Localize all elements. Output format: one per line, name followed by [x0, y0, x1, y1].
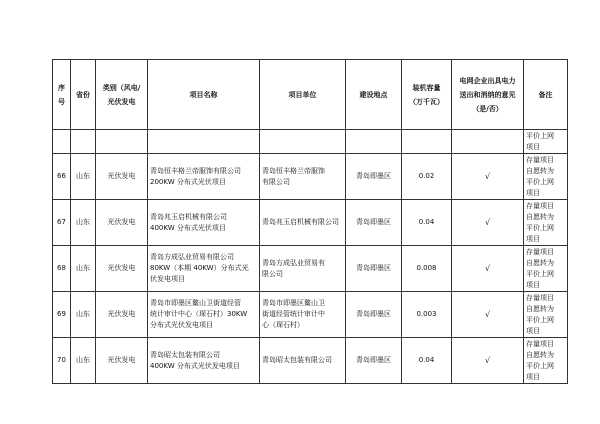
- check-mark-icon: √: [452, 154, 524, 200]
- cell-category: 光伏发电: [96, 246, 148, 292]
- cell-category: 光伏发电: [96, 292, 148, 338]
- cell-remarks: 存量项目 自愿转为 平价上网 项目: [524, 246, 568, 292]
- cell-empty: [260, 130, 346, 154]
- cell-project-unit: 青岛方成弘业贸易有 限公司: [260, 246, 346, 292]
- cell-empty: [402, 130, 452, 154]
- cell-project-unit: 青岛市即墨区鳌山卫 街道经管统计审计中 心（琛石村）: [260, 292, 346, 338]
- table-row: [53, 154, 568, 200]
- cell-province: 山东: [71, 292, 96, 338]
- cell-remarks: 存量项目 自愿转为 平价上网 项目: [524, 292, 568, 338]
- cell-project-name: 青岛昭太包装有限公司 400KW 分布式光伏发电项目: [148, 338, 260, 384]
- cell-project-name: 青岛市即墨区鳌山卫街道经管 统计审计中心（琛石村）30KW 分布式光伏发电项目: [148, 292, 260, 338]
- cell-seq: 68: [53, 246, 71, 292]
- cell-seq: 67: [53, 200, 71, 246]
- table-row: [53, 292, 568, 338]
- cell-project-name: 青岛兆玉启机械有限公司 400KW 分布式光伏项目: [148, 200, 260, 246]
- cell-project-unit: 青岛兆玉启机械有限公司: [260, 200, 346, 246]
- cell-location: 青岛即墨区: [346, 292, 402, 338]
- header-remarks: 备注: [524, 60, 568, 130]
- check-mark-icon: √: [452, 338, 524, 384]
- header-province: 省份: [71, 60, 96, 130]
- cell-remarks: 存量项目 自愿转为 平价上网 项目: [524, 338, 568, 384]
- cell-capacity: 0.003: [402, 292, 452, 338]
- cell-seq: 70: [53, 338, 71, 384]
- cell-empty: [96, 130, 148, 154]
- cell-province: 山东: [71, 200, 96, 246]
- cell-seq: 66: [53, 154, 71, 200]
- header-seq: 序 号: [53, 60, 71, 130]
- header-location: 建设地点: [346, 60, 402, 130]
- cell-location: 青岛即墨区: [346, 154, 402, 200]
- cell-seq: 69: [53, 292, 71, 338]
- cell-remarks: 平价上网 项目: [524, 130, 568, 154]
- cell-empty: [452, 130, 524, 154]
- cell-province: 山东: [71, 154, 96, 200]
- cell-capacity: 0.04: [402, 338, 452, 384]
- table-row: [53, 338, 568, 384]
- cell-project-name: 青岛方成弘业贸易有限公司 80KW（本期 40KW）分布式光 伏发电项目: [148, 246, 260, 292]
- cell-empty: [148, 130, 260, 154]
- cell-remarks: 存量项目 自愿转为 平价上网 项目: [524, 200, 568, 246]
- cell-location: 青岛即墨区: [346, 246, 402, 292]
- cell-empty: [346, 130, 402, 154]
- cell-project-name: 青岛恒丰格兰帝服饰有限公司 200KW 分布式光伏项目: [148, 154, 260, 200]
- cell-category: 光伏发电: [96, 338, 148, 384]
- table-row: [53, 246, 568, 292]
- cell-province: 山东: [71, 338, 96, 384]
- cell-remarks: 存量项目 自愿转为 平价上网 项目: [524, 154, 568, 200]
- header-project-name: 项目名称: [148, 60, 260, 130]
- cell-category: 光伏发电: [96, 200, 148, 246]
- cell-capacity: 0.008: [402, 246, 452, 292]
- project-table: [52, 59, 568, 384]
- cell-capacity: 0.04: [402, 200, 452, 246]
- header-row: [53, 60, 568, 130]
- cell-location: 青岛即墨区: [346, 200, 402, 246]
- cell-project-unit: 青岛昭太包装有限公司: [260, 338, 346, 384]
- header-grid-opinion: 电网企业出具电力 送出和消纳的意见 （是/否）: [452, 60, 524, 130]
- cell-location: 青岛即墨区: [346, 338, 402, 384]
- check-mark-icon: √: [452, 246, 524, 292]
- check-mark-icon: √: [452, 292, 524, 338]
- cell-empty: [53, 130, 71, 154]
- header-capacity: 装机容量 （万千瓦）: [402, 60, 452, 130]
- header-project-unit: 项目单位: [260, 60, 346, 130]
- header-category: 类别（风电/ 光伏发电: [96, 60, 148, 130]
- cell-province: 山东: [71, 246, 96, 292]
- table-row-continued: [53, 130, 568, 154]
- cell-category: 光伏发电: [96, 154, 148, 200]
- cell-empty: [71, 130, 96, 154]
- table-row: [53, 200, 568, 246]
- check-mark-icon: √: [452, 200, 524, 246]
- cell-project-unit: 青岛恒丰格兰帝服饰 有限公司: [260, 154, 346, 200]
- cell-capacity: 0.02: [402, 154, 452, 200]
